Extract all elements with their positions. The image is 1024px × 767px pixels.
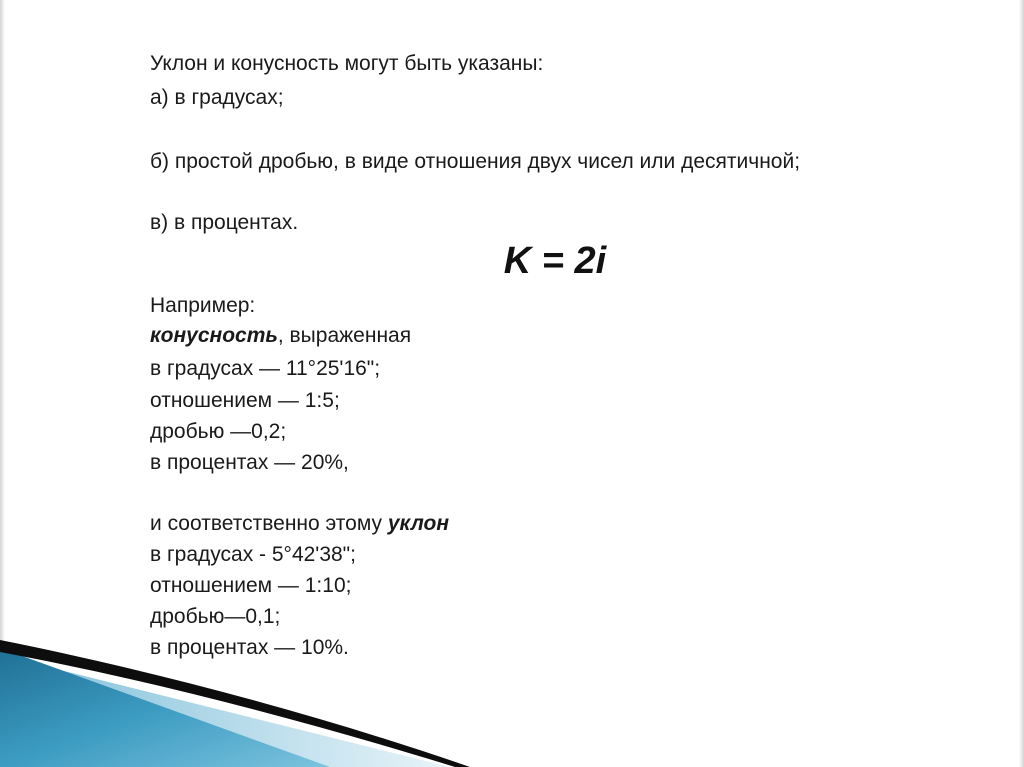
slope-term: уклон (387, 512, 450, 535)
slope-degrees: в градусах - 5°42'38"; (150, 543, 356, 566)
taper-percent: в процентах — 20%, (150, 451, 349, 474)
slope-lead: и соответственно этому (150, 512, 388, 535)
option-a: а) в градусах; (150, 86, 284, 109)
taper-term: конусность (150, 324, 278, 347)
slope-ratio: отношением — 1:10; (150, 574, 352, 597)
example-heading: Например: (150, 294, 256, 317)
option-b: б) простой дробью, в виде отношения двух чисел или десятичной; (150, 150, 801, 173)
taper-heading (150, 320, 411, 351)
formula: K = 2i (503, 240, 607, 282)
slope-fraction: дробью—0,1; (150, 605, 281, 628)
taper-term-rest: , выраженная (277, 324, 412, 347)
taper-fraction: дробью —0,2; (150, 420, 287, 443)
slope-heading (150, 508, 449, 539)
ribbon-teal-band (0, 648, 330, 767)
intro-text: Уклон и конусность могут быть указаны: (150, 52, 544, 75)
option-c: в) в процентах. (150, 211, 299, 234)
slope-percent: в процентах — 10%. (150, 636, 349, 659)
taper-degrees: в градусах — 11°25'16"; (150, 357, 381, 380)
taper-ratio: отношением — 1:5; (150, 389, 340, 412)
